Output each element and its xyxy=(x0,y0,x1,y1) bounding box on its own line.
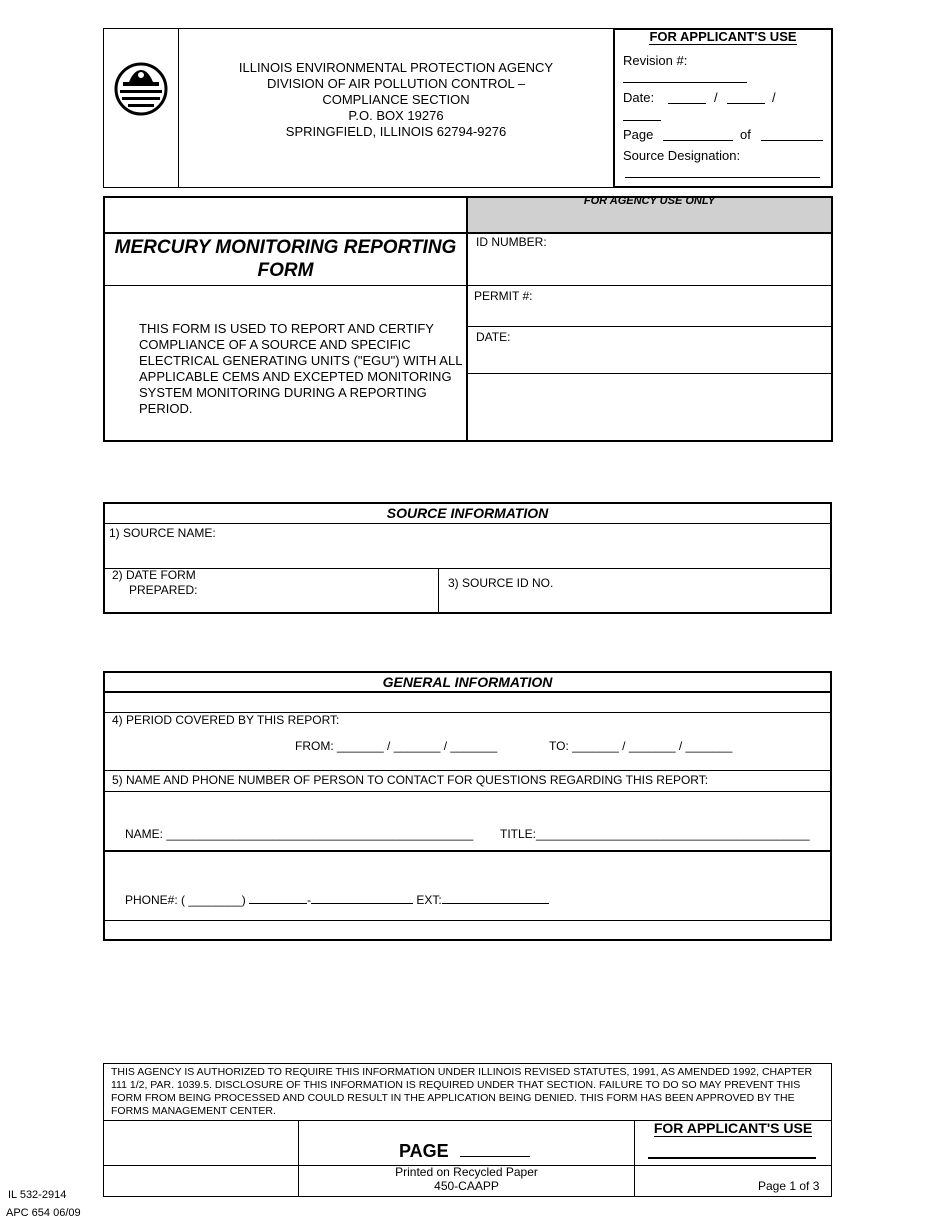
form-title: MERCURY MONITORING REPORTING FORM xyxy=(114,237,457,281)
page-total-field[interactable] xyxy=(761,140,823,141)
phone-label: PHONE#: ( ________) xyxy=(125,893,250,907)
footer-page-label: PAGE xyxy=(399,1141,449,1161)
agency-line-5: SPRINGFIELD, ILLINOIS 62794-9276 xyxy=(285,124,507,139)
header-divider-left xyxy=(178,28,179,188)
footer-page-field[interactable] xyxy=(460,1138,530,1157)
source-title-line xyxy=(103,523,832,524)
contact-line xyxy=(103,791,832,792)
agency-line-3: COMPLIANCE SECTION xyxy=(322,92,470,107)
permit-row-line xyxy=(468,326,833,327)
footer-notice: THIS AGENCY IS AUTHORIZED TO REQUIRE THIS INFORMATION UNDER ILLINOIS REVISED STATUTES, 1991, AS AMENDED 1992, CHAPTER 111 1/2, PAR. 1039.5. DISCLOSURE OF THIS INFORMATION IS REQUIRED UNDER THAT SECTION. FAILURE TO DO SO MAY PREVENT THIS FORM FROM BEING PROCESSED AND COULD RESULT IN THE APPLICATION BEING DENIED. THIS FORM HAS BEEN APPROVED BY THE FORMS MANAGEMENT CENTER. xyxy=(111,1066,813,1117)
phone-row-line xyxy=(103,920,832,921)
contact-name-field[interactable]: NAME: ______________________________________________ xyxy=(125,827,474,841)
source-designation-label: Source Designation: xyxy=(623,148,741,163)
footer-applicant-field[interactable] xyxy=(648,1157,816,1159)
form-description: THIS FORM IS USED TO REPORT AND CERTIFY COMPLIANCE OF A SOURCE AND SPECIFIC ELECTRICAL GENERATING UNITS ("EGU") WITH ALL APPLICABLE CEMS AND EXCEPTED MONITORING SYSTEM MONITORING DURING A REPORTING PERIOD. xyxy=(139,321,462,416)
footer-page xyxy=(399,1138,530,1162)
phone-prefix-field[interactable] xyxy=(249,892,307,904)
source-name-line xyxy=(103,568,832,569)
source-name-label: 1) SOURCE NAME: xyxy=(109,526,216,540)
footer-applicant-use xyxy=(636,1120,830,1137)
source-id-label: 3) SOURCE ID NO. xyxy=(448,576,554,590)
applicant-use-title: FOR APPLICANT'S USE xyxy=(649,29,797,44)
general-title-line xyxy=(103,691,832,693)
title-row-line xyxy=(103,232,833,234)
agency-line-4: P.O. BOX 19276 xyxy=(348,108,444,123)
footer-split-2 xyxy=(634,1120,635,1197)
revision-field[interactable] xyxy=(623,82,747,83)
form-code: 450-CAAPP xyxy=(434,1179,499,1193)
date-field-day[interactable] xyxy=(727,103,765,104)
applicant-date-label: Date: xyxy=(623,90,655,105)
revision-label: Revision #: xyxy=(623,53,688,68)
date-prepared-label-1: 2) DATE FORM xyxy=(112,568,196,582)
date-field-year[interactable] xyxy=(623,120,661,121)
footer-applicant-title: FOR APPLICANT'S USE xyxy=(653,1120,813,1136)
title-desc-line xyxy=(103,285,468,286)
applicant-use-box xyxy=(613,28,833,188)
period-to[interactable]: TO: _______ / _______ / _______ xyxy=(549,739,733,753)
page-label: Page xyxy=(623,127,654,142)
date-slash-2: / xyxy=(772,90,776,105)
of-label: of xyxy=(740,127,751,142)
contact-label: 5) NAME AND PHONE NUMBER OF PERSON TO CONTACT FOR QUESTIONS REGARDING THIS REPORT: xyxy=(112,773,709,787)
name-row-line xyxy=(103,850,832,852)
agency-date-label: DATE: xyxy=(476,330,511,344)
source-info-title: SOURCE INFORMATION xyxy=(386,505,549,521)
phone-number-field[interactable] xyxy=(311,892,413,904)
date-row-line xyxy=(468,373,833,374)
ext-label: EXT: xyxy=(413,893,442,907)
apc-code: APC 654 06/09 xyxy=(6,1207,81,1219)
source-split-line xyxy=(438,568,439,613)
date-slash-1: / xyxy=(714,90,718,105)
agency-use-title: FOR AGENCY USE ONLY xyxy=(583,195,716,207)
permit-label: PERMIT #: xyxy=(474,289,533,303)
period-label: 4) PERIOD COVERED BY THIS REPORT: xyxy=(112,713,340,727)
source-designation-field[interactable] xyxy=(625,177,820,178)
period-line xyxy=(103,770,832,771)
agency-address xyxy=(180,60,612,140)
general-info-title: GENERAL INFORMATION xyxy=(382,674,553,690)
contact-phone-field[interactable]: PHONE#: ( ________) - EXT: xyxy=(125,892,549,907)
agency-line-1: ILLINOIS ENVIRONMENTAL PROTECTION AGENCY xyxy=(238,60,554,75)
date-prepared-label xyxy=(112,568,197,598)
agency-line-2: DIVISION OF AIR POLLUTION CONTROL – xyxy=(266,76,526,91)
date-prepared-label-2: PREPARED: xyxy=(129,583,198,597)
recycled-label: Printed on Recycled Paper xyxy=(395,1165,538,1179)
page-field[interactable] xyxy=(663,140,733,141)
id-row-line xyxy=(468,285,833,286)
agency-seal-icon xyxy=(114,62,168,116)
contact-title-field[interactable]: TITLE:_________________________________________ xyxy=(500,827,810,841)
recycled-text xyxy=(299,1165,634,1193)
il-code: IL 532-2914 xyxy=(8,1189,67,1201)
id-number-label: ID NUMBER: xyxy=(476,235,547,249)
period-from[interactable]: FROM: _______ / _______ / _______ xyxy=(295,739,498,753)
page-of-text: Page 1 of 3 xyxy=(758,1179,820,1193)
date-field-month[interactable] xyxy=(668,103,706,104)
ext-field[interactable] xyxy=(442,892,549,904)
